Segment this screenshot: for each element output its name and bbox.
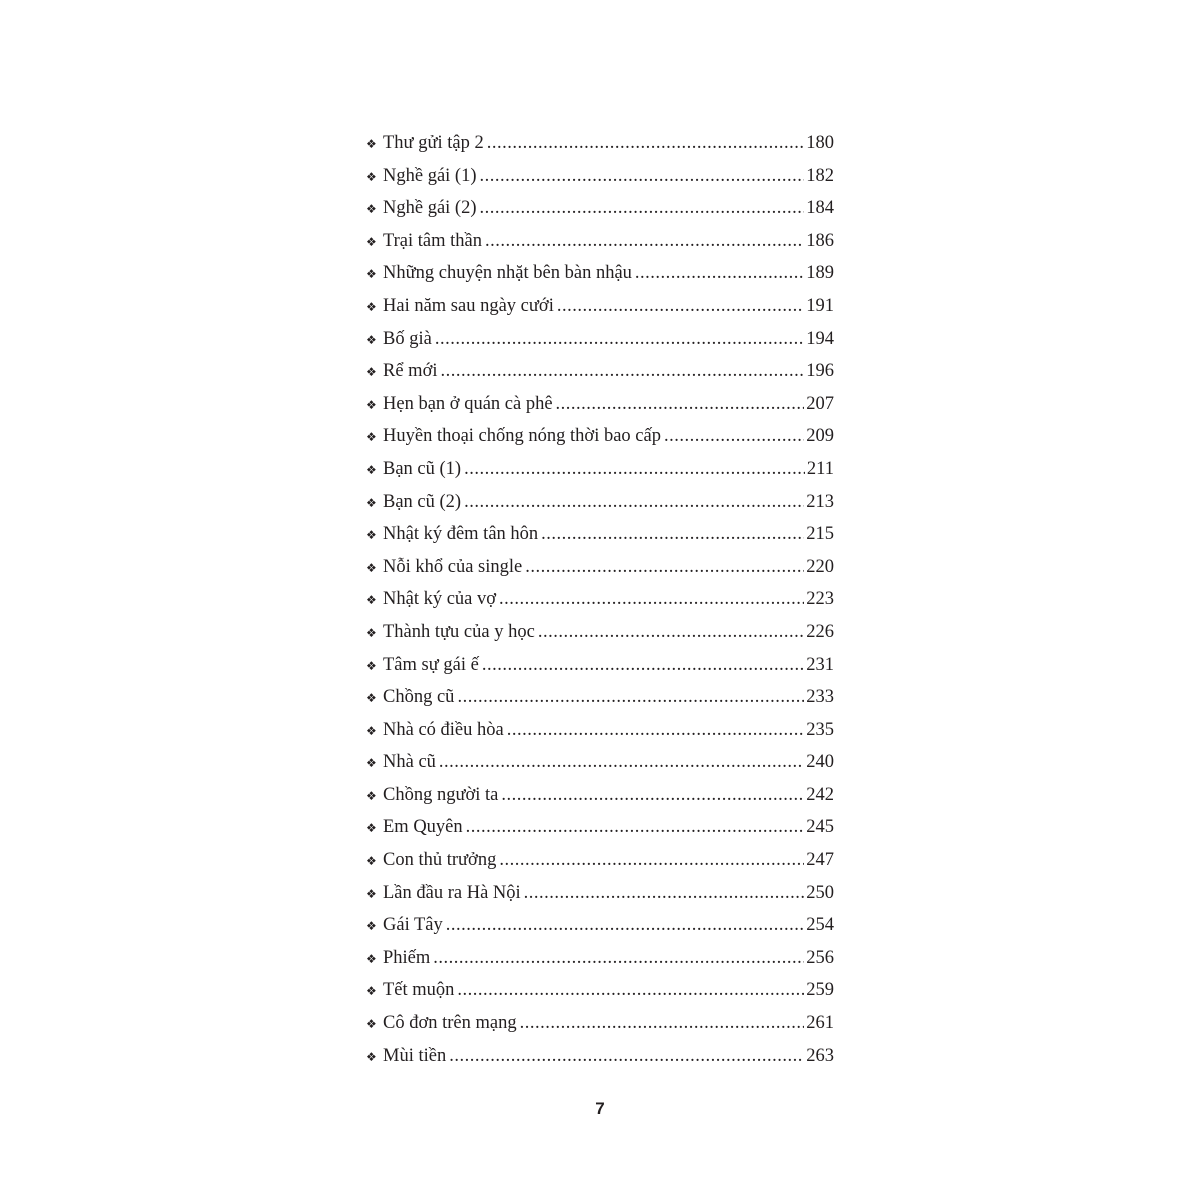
dot-leader xyxy=(449,1040,804,1073)
diamond-bullet-icon: ❖ xyxy=(366,951,377,966)
dot-leader xyxy=(487,127,805,160)
diamond-bullet-icon: ❖ xyxy=(366,332,377,347)
toc-entry-title: Nghề gái (1) xyxy=(383,165,477,186)
dot-leader xyxy=(507,714,805,747)
dot-leader xyxy=(480,160,805,193)
toc-entry-title: Rể mới xyxy=(383,361,438,382)
dot-leader xyxy=(457,974,804,1007)
toc-entry-page: 247 xyxy=(806,850,834,871)
toc-entry xyxy=(366,486,834,519)
toc-entry-page: 213 xyxy=(806,491,834,512)
toc-entry-page: 263 xyxy=(806,1045,834,1066)
toc-entry xyxy=(366,974,834,1007)
toc-entry-page: 194 xyxy=(806,328,834,349)
toc-entry xyxy=(366,420,834,453)
toc-entry xyxy=(366,1007,834,1040)
dot-leader xyxy=(520,1007,805,1040)
toc-entry-title: Huyền thoại chống nóng thời bao cấp xyxy=(383,426,661,447)
diamond-bullet-icon: ❖ xyxy=(366,1049,377,1064)
toc-entry-page: 182 xyxy=(806,165,834,186)
dot-leader xyxy=(464,453,805,486)
diamond-bullet-icon: ❖ xyxy=(366,919,377,934)
diamond-bullet-icon: ❖ xyxy=(366,430,377,445)
diamond-bullet-icon: ❖ xyxy=(366,169,377,184)
toc-entry xyxy=(366,844,834,877)
toc-entry xyxy=(366,160,834,193)
toc-entry-page: 233 xyxy=(806,687,834,708)
toc-entry xyxy=(366,909,834,942)
dot-leader xyxy=(480,192,805,225)
diamond-bullet-icon: ❖ xyxy=(366,495,377,510)
toc-entry-title: Mùi tiền xyxy=(383,1045,447,1066)
toc-entry-title: Những chuyện nhặt bên bàn nhậu xyxy=(383,263,632,284)
dot-leader xyxy=(439,746,804,779)
diamond-bullet-icon: ❖ xyxy=(366,528,377,543)
toc-entry xyxy=(366,616,834,649)
diamond-bullet-icon: ❖ xyxy=(366,560,377,575)
dot-leader xyxy=(538,616,804,649)
dot-leader xyxy=(466,811,805,844)
toc-entry-title: Gái Tây xyxy=(383,915,443,936)
toc-entry-title: Hai năm sau ngày cưới xyxy=(383,295,554,316)
page-number: 7 xyxy=(595,1099,605,1118)
toc-entry xyxy=(366,877,834,910)
toc-entry-title: Lần đầu ra Hà Nội xyxy=(383,882,521,903)
toc-entry xyxy=(366,355,834,388)
dot-leader xyxy=(664,420,804,453)
toc-entry-title: Nhật ký đêm tân hôn xyxy=(383,524,539,545)
toc-entry-title: Bạn cũ (1) xyxy=(383,458,462,479)
toc-entry-page: 245 xyxy=(806,817,834,838)
toc-entry xyxy=(366,388,834,421)
toc-entry-title: Phiếm xyxy=(383,947,431,968)
toc-entry xyxy=(366,551,834,584)
toc-entry xyxy=(366,1040,834,1073)
toc-entry-title: Bố già xyxy=(383,328,432,349)
dot-leader xyxy=(464,486,804,519)
diamond-bullet-icon: ❖ xyxy=(366,821,377,836)
toc-entry-page: 254 xyxy=(806,915,834,936)
toc-entry-page: 209 xyxy=(806,426,834,447)
diamond-bullet-icon: ❖ xyxy=(366,462,377,477)
toc-entry-page: 242 xyxy=(806,784,834,805)
toc-entry-title: Bạn cũ (2) xyxy=(383,491,462,512)
toc-entry xyxy=(366,127,834,160)
diamond-bullet-icon: ❖ xyxy=(366,625,377,640)
toc-entry-page: 220 xyxy=(806,556,834,577)
dot-leader xyxy=(556,388,805,421)
toc-entry-title: Con thủ trưởng xyxy=(383,850,497,871)
diamond-bullet-icon: ❖ xyxy=(366,137,377,151)
toc-entry xyxy=(366,583,834,616)
diamond-bullet-icon: ❖ xyxy=(366,756,377,771)
dot-leader xyxy=(541,518,804,551)
dot-leader xyxy=(557,290,804,323)
toc-entry-page: 250 xyxy=(806,882,834,903)
toc-entry-page: 223 xyxy=(806,589,834,610)
diamond-bullet-icon: ❖ xyxy=(366,299,377,314)
toc-entry-page: 196 xyxy=(806,361,834,382)
toc-entry xyxy=(366,518,834,551)
toc-entry xyxy=(366,942,834,975)
diamond-bullet-icon: ❖ xyxy=(366,365,377,380)
toc-entry-title: Nghề gái (2) xyxy=(383,198,477,219)
dot-leader xyxy=(446,909,804,942)
toc-entry-title: Nhà cũ xyxy=(383,752,436,773)
toc-entry xyxy=(366,714,834,747)
diamond-bullet-icon: ❖ xyxy=(366,658,377,673)
toc-entry xyxy=(366,225,834,258)
diamond-bullet-icon: ❖ xyxy=(366,854,377,869)
dot-leader xyxy=(499,844,804,877)
toc-entry xyxy=(366,746,834,779)
diamond-bullet-icon: ❖ xyxy=(366,1017,377,1032)
toc-entry-title: Nỗi khổ của single xyxy=(383,556,523,577)
toc-entry-page: 256 xyxy=(806,947,834,968)
toc-entry xyxy=(366,192,834,225)
diamond-bullet-icon: ❖ xyxy=(366,984,377,999)
toc-entry xyxy=(366,290,834,323)
dot-leader xyxy=(433,942,804,975)
toc-entry-title: Em Quyên xyxy=(383,817,463,838)
toc-entry-page: 186 xyxy=(806,230,834,251)
toc-entry-page: 211 xyxy=(806,458,834,479)
toc-entry-title: Nhà có điều hòa xyxy=(383,719,504,740)
toc-entry xyxy=(366,779,834,812)
toc-entry-page: 180 xyxy=(806,133,834,153)
dot-leader xyxy=(499,583,804,616)
diamond-bullet-icon: ❖ xyxy=(366,723,377,738)
toc-entry-title: Thành tựu của y học xyxy=(383,621,535,642)
diamond-bullet-icon: ❖ xyxy=(366,788,377,803)
dot-leader xyxy=(524,877,805,910)
dot-leader xyxy=(435,323,804,356)
dot-leader xyxy=(441,355,805,388)
dot-leader xyxy=(525,551,804,584)
toc-entry xyxy=(366,323,834,356)
toc-entry-title: Thư gửi tập 2 xyxy=(383,133,484,153)
toc-entry xyxy=(366,681,834,714)
toc-entry-title: Tết muộn xyxy=(383,980,455,1001)
diamond-bullet-icon: ❖ xyxy=(366,267,377,282)
diamond-bullet-icon: ❖ xyxy=(366,691,377,706)
toc-entry xyxy=(366,453,834,486)
toc-entry-page: 215 xyxy=(806,524,834,545)
toc-entry-title: Cô đơn trên mạng xyxy=(383,1013,517,1034)
diamond-bullet-icon: ❖ xyxy=(366,886,377,901)
toc-entry-page: 226 xyxy=(806,621,834,642)
dot-leader xyxy=(482,649,804,682)
dot-leader xyxy=(635,257,804,290)
dot-leader xyxy=(457,681,804,714)
toc-entry-page: 207 xyxy=(806,393,834,414)
toc-entry-title: Tâm sự gái ế xyxy=(383,654,479,675)
toc-entry-page: 259 xyxy=(806,980,834,1001)
toc-entry-page: 235 xyxy=(806,719,834,740)
toc-entry-page: 240 xyxy=(806,752,834,773)
diamond-bullet-icon: ❖ xyxy=(366,397,377,412)
diamond-bullet-icon: ❖ xyxy=(366,202,377,217)
toc-entry xyxy=(366,257,834,290)
toc-entry-title: Chồng người ta xyxy=(383,784,499,805)
toc-entry xyxy=(366,811,834,844)
toc-entry-page: 191 xyxy=(806,295,834,316)
dot-leader xyxy=(485,225,804,258)
toc-entry-page: 189 xyxy=(806,263,834,284)
diamond-bullet-icon: ❖ xyxy=(366,234,377,249)
toc-entry-title: Trại tâm thần xyxy=(383,230,483,251)
toc-entry-title: Chồng cũ xyxy=(383,687,455,708)
toc-entry-page: 261 xyxy=(806,1013,834,1034)
toc-entry-page: 184 xyxy=(806,198,834,219)
toc-entry-page: 231 xyxy=(806,654,834,675)
table-of-contents xyxy=(366,127,834,1072)
diamond-bullet-icon: ❖ xyxy=(366,593,377,608)
toc-entry-title: Nhật ký của vợ xyxy=(383,589,497,610)
dot-leader xyxy=(501,779,804,812)
toc-entry xyxy=(366,649,834,682)
toc-entry-title: Hẹn bạn ở quán cà phê xyxy=(383,393,553,414)
